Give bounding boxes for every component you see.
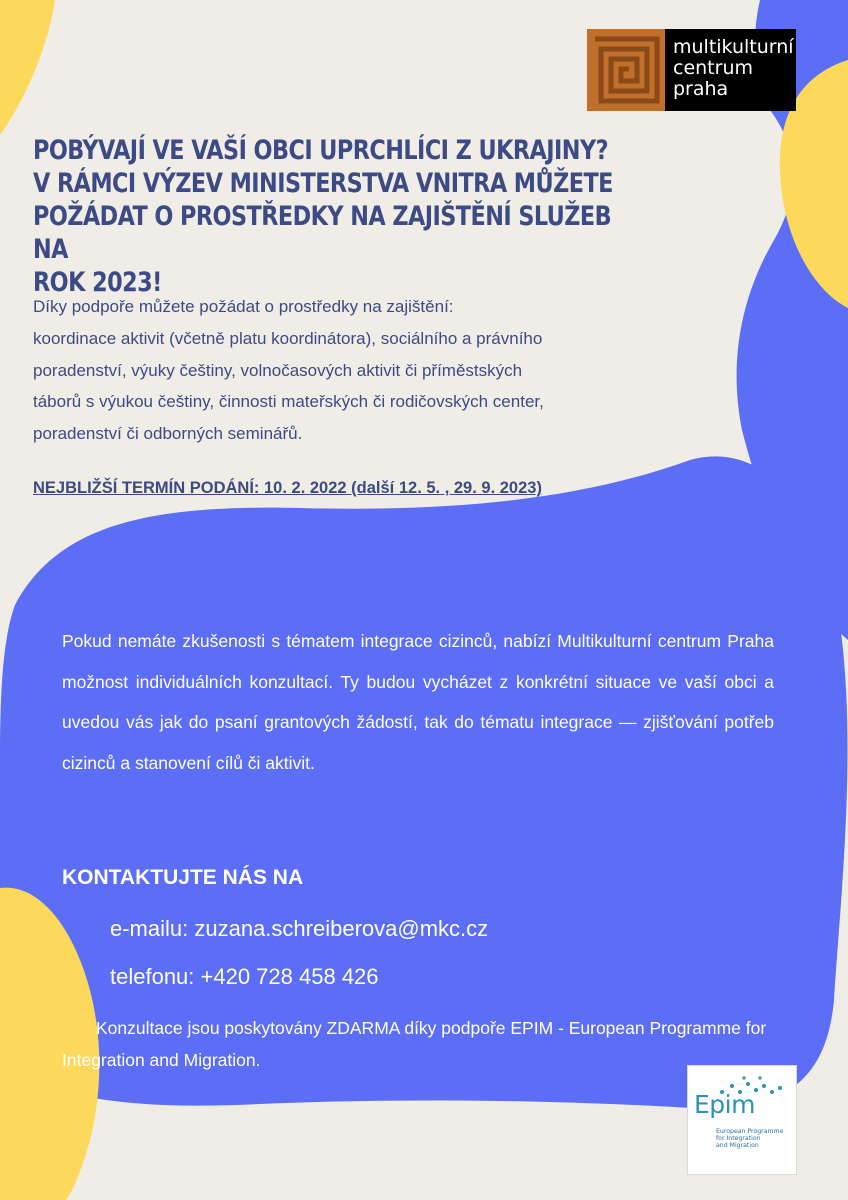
epim-logo	[687, 1065, 797, 1175]
logo-wordmark	[673, 37, 794, 100]
intro-line: táborů s výukou češtiny, činnosti mateřských či rodičovských center,	[33, 392, 544, 412]
logo-line: centrum	[673, 57, 753, 79]
headline-line: POŽÁDAT O PROSTŘEDKY NA ZAJIŠTĚNÍ SLUŽEB NA	[33, 201, 612, 265]
epim-tagline-line: for Integration	[716, 1135, 761, 1142]
funding-note: Konzultace jsou poskytovány ZDARMA díky podpoře EPIM - European Programme for Integration and Migration.	[62, 1018, 767, 1070]
intro-line: poradenství, výuky češtiny, volnočasových aktivit či příměstských	[33, 360, 523, 380]
intro-line: poradenství či odborných seminářů.	[33, 424, 303, 444]
epim-tagline-line: and Migration	[716, 1142, 759, 1149]
epim-tagline	[716, 1128, 796, 1149]
intro-paragraph	[33, 291, 673, 450]
headline-line: POBÝVAJÍ VE VAŠÍ OBCI UPRCHLÍCI Z UKRAJINY?	[33, 135, 608, 166]
headline	[33, 134, 622, 299]
intro-line: Díky podpoře můžete požádat o prostředky na zajištění:	[33, 297, 454, 316]
yellow-blob-top-left	[0, 0, 55, 135]
contact-heading: KONTAKTUJTE NÁS NA	[62, 866, 304, 889]
logo-line: multikulturní	[673, 36, 794, 58]
epim-tagline-line: European Programme	[716, 1128, 784, 1135]
intro-line: koordinace aktivit (včetně platu koordinátora), sociálního a právního	[33, 328, 543, 348]
deadline-notice: NEJBLIŽŠÍ TERMÍN PODÁNÍ: 10. 2. 2022 (další 12. 5. , 29. 9. 2023)	[33, 479, 542, 497]
contact-phone[interactable]: telefonu: +420 728 458 426	[110, 964, 379, 989]
mkc-logo	[587, 29, 796, 111]
consultation-offer: Pokud nemáte zkušenosti s tématem integrace cizinců, nabízí Multikulturní centrum Praha možnost individuálních konzultací. Ty budou vycházet z konkrétní situace ve vaší obci a uvedou vás jak do psaní grantových žádostí, tak do tématu integrace — zjišťování potřeb cizinců a stanovení cílů či aktivit.	[62, 631, 774, 773]
mkc-spiral-icon	[587, 29, 665, 111]
logo-line: praha	[673, 78, 729, 100]
contact-email[interactable]: e-mailu: zuzana.schreiberova@mkc.cz	[110, 916, 489, 941]
epim-wordmark: Epim	[694, 1090, 755, 1119]
headline-line: ROK 2023!	[33, 267, 162, 298]
headline-line: V RÁMCI VÝZEV MINISTERSTVA VNITRA MŮŽETE	[33, 168, 613, 199]
